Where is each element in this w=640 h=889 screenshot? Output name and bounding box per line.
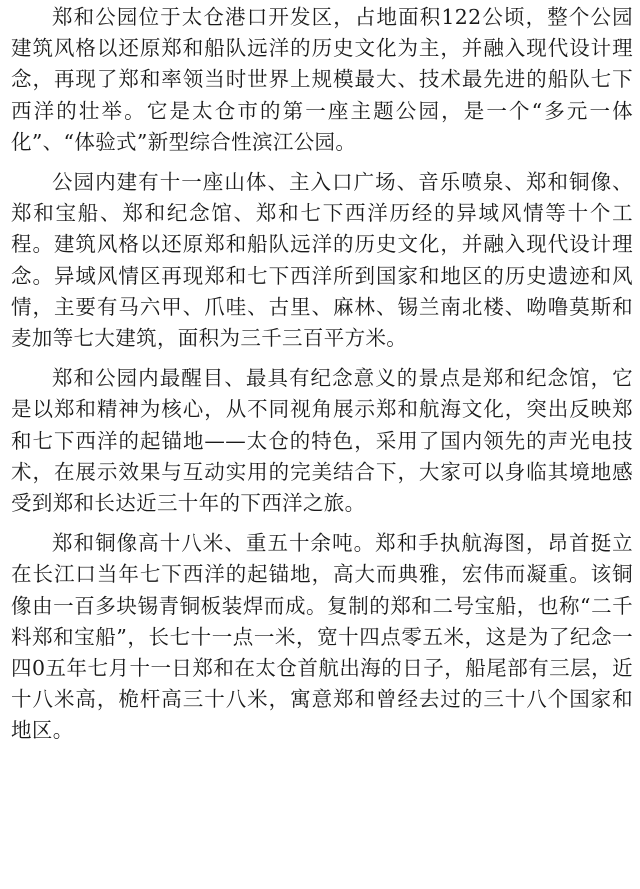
paragraph-bronze-statue: 郑和铜像高十八米、重五十余吨。郑和手执航海图，昂首挺立在长江口当年七下西洋的起锚地，高大而典雅，宏伟而凝重。该铜像由一百多块锡青铜板装焊而成。复制的郑和二号宝船，也称“二千料郑和宝船”，长七十一点一米，宽十四点零五米，这是为了纪念一四0五年七月十一日郑和在太仓首航出海的日子，船尾部有三层，近十八米高，桅杆高三十八米，寓意郑和曾经去过的三十八个国家和地区。 — [11, 531, 633, 743]
paragraph-memorial-hall: 郑和公园内最醒目、最具有纪念意义的景点是郑和纪念馆，它是以郑和精神为核心，从不同视角展示郑和航海文化，突出反映郑和七下西洋的起锚地——太仓的特色，采用了国内领先的声光电技术，在展示效果与互动实用的完美结合下，大家可以身临其境地感受到郑和长达近三十年的下西洋之旅。 — [11, 366, 633, 516]
article-body — [11, 2, 633, 747]
paragraph-park-overview: 郑和公园位于太仓港口开发区，占地面积122公顷，整个公园建筑风格以还原郑和船队远洋的历史文化为主，并融入现代设计理念，再现了郑和率领当时世界上规模最大、技术最先进的船队七下西洋的壮举。它是太仓市的第一座主题公园，是一个“多元一体化”、“体验式”新型综合性滨江公园。 — [11, 5, 633, 154]
paragraph-park-features: 公园内建有十一座山体、主入口广场、音乐喷泉、郑和铜像、郑和宝船、郑和纪念馆、郑和七下西洋历经的异域风情等十个工程。建筑风格以还原郑和船队远洋的历史文化，并融入现代设计理念。异域风情区再现郑和七下西洋所到国家和地区的历史遗迹和风情，主要有马六甲、爪哇、古里、麻林、锡兰南北楼、呦噜莫斯和麦加等七大建筑，面积为三千三百平方米。 — [11, 170, 633, 351]
